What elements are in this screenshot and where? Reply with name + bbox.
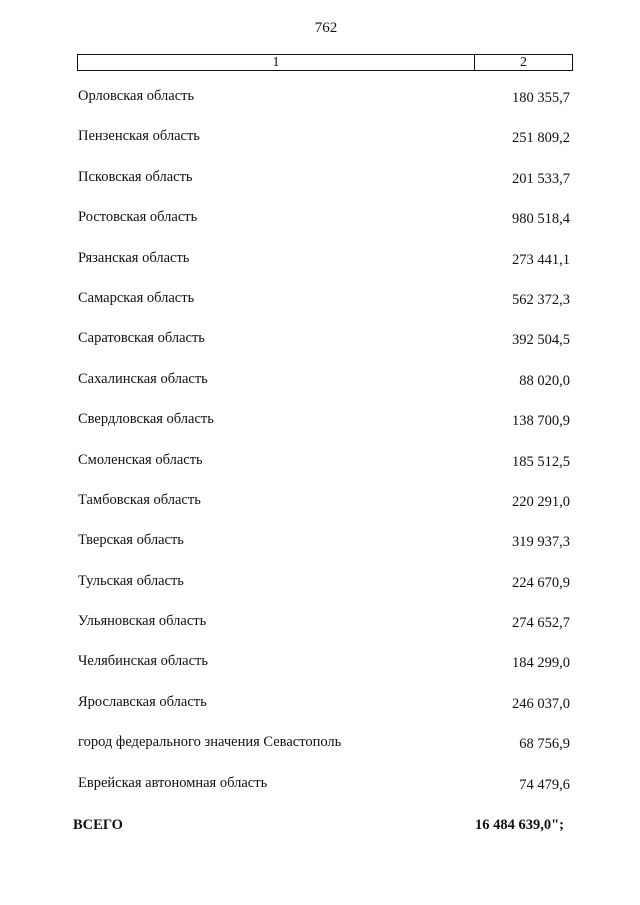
region-value: 273 441,1 [512,251,570,268]
region-value: 980 518,4 [512,211,570,228]
table-row [0,775,640,815]
region-name: Сахалинская область [78,370,208,387]
table-row [0,694,640,734]
region-name: Ярославская область [78,693,207,710]
region-value: 74 479,6 [519,776,570,793]
region-value: 68 756,9 [519,736,570,753]
table-row [0,573,640,613]
page-number: 762 [314,20,338,36]
header-column-2: 2 [520,54,527,70]
table-row [0,653,640,693]
table-row [0,209,640,249]
table-row [0,330,640,370]
table-header [77,54,573,71]
region-name: Смоленская область [78,451,203,468]
region-name: Тверская область [78,532,184,549]
region-name: Псковская область [78,168,193,185]
table-row [0,492,640,532]
table-row [0,452,640,492]
table-row [0,371,640,411]
table-row [0,532,640,572]
table-body [0,88,640,815]
table-row [0,290,640,330]
region-value: 185 512,5 [512,453,570,470]
table-row [0,88,640,128]
region-value: 274 652,7 [512,615,570,632]
region-name: Ростовская область [78,209,198,226]
region-value: 246 037,0 [512,695,570,712]
region-value: 251 809,2 [512,130,570,147]
region-name: город федерального значения Севастополь [78,734,342,751]
region-name: Челябинская область [78,653,208,670]
table-row [0,169,640,209]
region-name: Ульяновская область [78,613,207,630]
table-row [0,613,640,653]
region-value: 224 670,9 [512,574,570,591]
total-label: ВСЕГО [73,817,123,833]
region-name: Еврейская автономная область [78,774,268,791]
region-name: Самарская область [78,289,195,306]
table-row [0,250,640,290]
table-row [0,411,640,451]
region-name: Орловская область [78,88,195,104]
table-row [0,128,640,168]
region-name: Свердловская область [78,411,214,428]
region-name: Тульская область [78,572,184,589]
region-name: Саратовская область [78,330,205,347]
region-value: 180 355,7 [512,90,570,106]
region-value: 88 020,0 [519,372,570,389]
region-name: Тамбовская область [78,491,201,508]
region-name: Пензенская область [78,128,200,145]
region-value: 138 700,9 [512,413,570,430]
region-value: 319 937,3 [512,534,570,551]
region-name: Рязанская область [78,249,190,266]
header-column-1: 1 [78,55,475,70]
table-row [0,734,640,774]
region-value: 220 291,0 [512,493,570,510]
region-value: 201 533,7 [512,170,570,187]
region-value: 392 504,5 [512,332,570,349]
region-value: 184 299,0 [512,655,570,672]
region-value: 562 372,3 [512,291,570,308]
total-value: 16 484 639,0"; [474,817,564,833]
